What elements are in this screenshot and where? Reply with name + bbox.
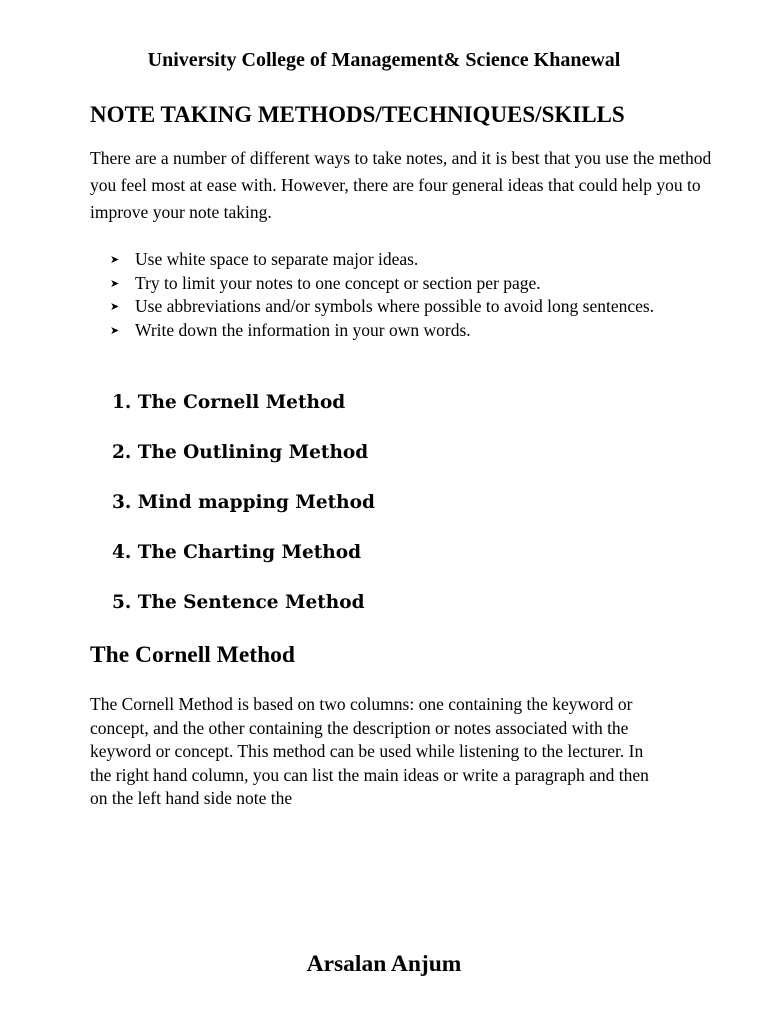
- tip-item: [110, 319, 670, 343]
- section-heading-cornell: The Cornell Method: [90, 642, 295, 668]
- tip-text: Try to limit your notes to one concept or section per page.: [135, 272, 541, 293]
- tip-item: [110, 272, 670, 296]
- tip-item: [110, 295, 670, 319]
- methods-list: [112, 389, 375, 639]
- method-item-charting: 4. The Charting Method: [112, 542, 362, 563]
- arrow-bullet-icon: ➤: [110, 276, 120, 290]
- cornell-paragraph: The Cornell Method is based on two columns: one containing the keyword or concept, and the other containing the description or notes associated with the keyword or concept. This method can be used while listening to the lecturer. In the right hand column, you can list the main ideas or write a paragraph and then on the left hand side note the: [90, 694, 649, 808]
- method-item-cornell: 1. The Cornell Method: [112, 392, 346, 413]
- intro-paragraph: There are a number of different ways to take notes, and it is best that you use the method you feel most at ease with. However, there are four general ideas that could help you to improve your note taking.: [90, 148, 712, 222]
- tip-text: Use white space to separate major ideas.: [135, 249, 419, 269]
- institution-name: University College of Management& Science Khanewal: [147, 49, 621, 71]
- author-name: Arsalan Anjum: [306, 951, 462, 977]
- tip-text: Write down the information in your own words.: [135, 319, 471, 340]
- tip-item: [110, 248, 670, 272]
- method-item-outlining: 2. The Outlining Method: [112, 442, 369, 463]
- tips-list: [110, 248, 670, 342]
- arrow-bullet-icon: ➤: [110, 300, 120, 313]
- tip-text: Use abbreviations and/or symbols where possible to avoid long sentences.: [135, 296, 655, 316]
- arrow-bullet-icon: ➤: [110, 253, 120, 266]
- document-title: NOTE TAKING METHODS/TECHNIQUES/SKILLS: [90, 102, 625, 127]
- arrow-bullet-icon: ➤: [110, 323, 120, 337]
- method-item-sentence: 5. The Sentence Method: [112, 592, 365, 613]
- method-item-mind-mapping: 3. Mind mapping Method: [112, 492, 375, 513]
